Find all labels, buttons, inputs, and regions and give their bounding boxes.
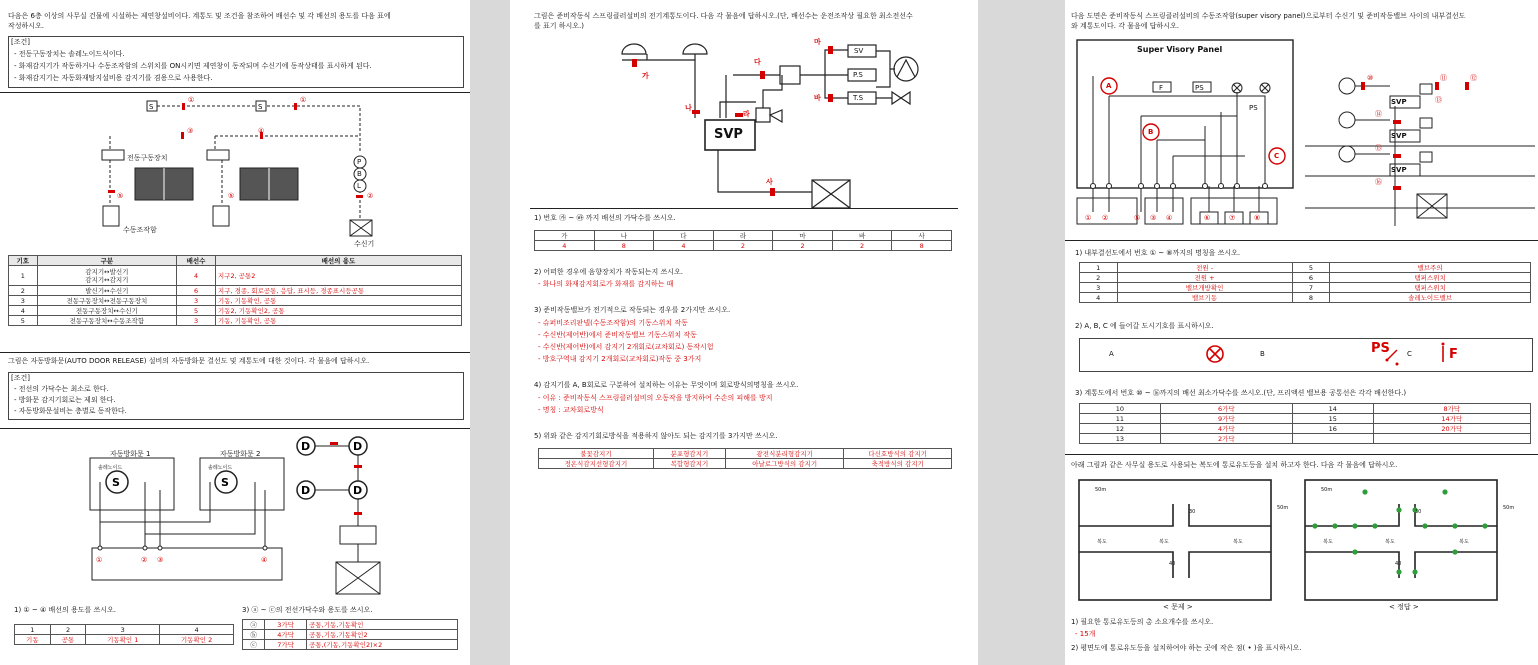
riser-16: ⑯ xyxy=(1375,178,1382,186)
ps-symbol: PS xyxy=(1371,341,1390,356)
divider xyxy=(0,352,470,353)
intro-line-2: 작성하시오. xyxy=(8,22,45,30)
mark-4: ④ xyxy=(258,127,265,135)
question-1: 1) ① ~ ④ 배선의 용도를 쓰시오. xyxy=(14,606,117,614)
divider xyxy=(530,208,958,209)
svg-text:D: D xyxy=(301,440,311,453)
divider xyxy=(1065,454,1538,455)
manual-label: 수동조작함 xyxy=(123,226,157,234)
svp-wiring-diagram xyxy=(1065,36,1538,232)
motor-label: 전동구동장치 xyxy=(127,154,168,162)
p2-answer-4b: - 명칭 : 교차회로방식 xyxy=(538,406,604,414)
p2-question-1: 1) 번호 ㉮ ~ ㉳ 까지 배선의 가닥수를 쓰시오. xyxy=(534,214,676,222)
plan-dim-50: 50m xyxy=(1095,487,1107,493)
pbl-b: B xyxy=(357,170,362,178)
motor-unit xyxy=(207,150,229,160)
p3-question-4: 1) 필요한 통로유도등의 총 소요개수를 쓰시오. xyxy=(1071,618,1214,626)
mark-5: ⑤ xyxy=(117,192,124,200)
f-symbol: F xyxy=(1449,347,1458,362)
mark-ma: 마 xyxy=(814,38,821,46)
p3-intro-1: 다음 도면은 준비작동식 스프링클러설비의 수동조작함(super visory panel)으로부터 수신기 및 준비작동밸브 사이의 내부결선도 xyxy=(1071,12,1466,20)
p2-answer-3a: - 슈퍼비조리판넬(수동조작함)의 기동스위치 작동 xyxy=(538,319,688,327)
condition-title-2: [조건] xyxy=(11,374,30,382)
door-mark-1: ① xyxy=(96,556,103,564)
sol-label: 솔레노이드 xyxy=(98,465,123,471)
mark-1b: ① xyxy=(300,96,307,104)
hall-2: 복도 xyxy=(1159,539,1169,545)
motor-unit xyxy=(102,150,124,160)
riser-13: ⑬ xyxy=(1435,96,1442,104)
inner-ps-2: PS xyxy=(1249,104,1258,112)
panel-title: Super Visory Panel xyxy=(1137,45,1223,54)
svg-text:D: D xyxy=(353,484,363,497)
p3-question-1: 1) 내부결선도에서 번호 ① ~ ⑧까지의 명칭을 쓰시오. xyxy=(1075,249,1241,257)
condition2-1: - 전선의 가닥수는 최소로 한다. xyxy=(14,385,109,393)
mark-na: 나 xyxy=(685,104,692,112)
page-2 xyxy=(510,0,978,665)
num-2: ② xyxy=(1102,214,1109,222)
manual-box-icon xyxy=(213,206,229,226)
num-1: ① xyxy=(1085,214,1092,222)
riser-14: ⑭ xyxy=(1375,110,1382,118)
intro-2: 그림은 자동방화문(AUTO DOOR RELEASE) 설비의 자동방화문 결선도 및 계통도에 대한 것이다. 각 물음에 답하시오. xyxy=(8,357,370,365)
hall-6: 복도 xyxy=(1459,539,1469,545)
p3-question-3: 3) 계통도에서 번호 ⑩ ~ ⑯까지의 배선 최소가닥수를 쓰시오.(단, 프리액션 밸브용 공통선은 각각 배선한다.) xyxy=(1075,389,1407,397)
ps-label: P.S xyxy=(853,71,863,79)
question-3: 3) ⓐ ~ ⓒ의 전선가닥수와 용도를 쓰시오. xyxy=(242,606,373,614)
svg-text:D: D xyxy=(301,484,311,497)
p2-intro-1: 그림은 준비작동식 스프링클러설비의 전기계통도이다. 다음 각 물음에 답하시오.(단, 배선수는 운전조작상 필요한 최소전선수 xyxy=(534,12,913,20)
mark-3: ③ xyxy=(187,127,194,135)
preaction-diagram xyxy=(510,30,978,210)
p2-question-5: 5) 위와 같은 감지기회로방식을 적용하지 않아도 되는 감지기를 3가지만 쓰시오. xyxy=(534,432,778,440)
svg-text:S: S xyxy=(112,476,120,489)
hall-3: 복도 xyxy=(1233,539,1243,545)
p3-intro-3: 아래 그림과 같은 사무실 용도로 사용되는 복도에 통로유도등을 설치 하고자 한다. 다음 각 물음에 답하시오. xyxy=(1071,461,1398,469)
door-wire-count-table: ⓐ 3가닥 공통,기동,기동확인 ⓑ 4가닥 공통,기동,기동확인2 ⓒ 7가닥 공통,(기동,기동확인2)×2 xyxy=(242,619,458,650)
mark-5b: ⑤ xyxy=(228,192,235,200)
p2-answer-2: - 화나의 화재감지회로가 화재를 감지하는 때 xyxy=(538,280,674,288)
receiver-label: 수신기 xyxy=(354,240,375,248)
plan-dim-30: 30 xyxy=(1189,509,1196,515)
p2-question-4: 4) 감지기를 A, B회로로 구분하여 설치하는 이유는 무엇이며 회로방식의명칭을 쓰시오. xyxy=(534,381,799,389)
condition-3: - 화재감지기는 자동화재탐지설비용 감지기를 겸용으로 사용한다. xyxy=(14,74,213,82)
plan-dim-side: 50m xyxy=(1277,505,1289,511)
p2-question-3: 3) 준비작동밸브가 전기적으로 작동되는 경우를 2가지만 쓰시오. xyxy=(534,306,731,314)
p2-answer-3b: - 수신반(제어반)에서 준비작동밸브 기동스위치 작동 xyxy=(538,331,697,339)
svg-text:S: S xyxy=(221,476,229,489)
plan-dim-40b: 40 xyxy=(1395,561,1402,567)
manual-box-icon xyxy=(103,206,119,226)
svp-3: SVP xyxy=(1391,166,1407,174)
wire-table-1: 기호 구분 배선수 배선의 용도 1 감지기↔발신기 감지기↔감지기 4 지구2, 공통2 2 발신기↔수신기 6 지구, 경종, 회로공통, 응답, 표시등, 경종표시등공통 3 전동구동장치↔전동구동장치 3 기동, 기동확인, 공통 4 전동구동장치↔수신기 5 기동2, 기동확인2, 공통 5 전동구동장치↔수동조작함 3 기동, 기동확인, 공통 xyxy=(8,255,462,326)
riser-10: ⑩ xyxy=(1367,74,1374,82)
svp-2: SVP xyxy=(1391,132,1407,140)
sv-label: SV xyxy=(854,47,864,55)
hall-4: 복도 xyxy=(1323,539,1333,545)
plan-dim-30b: 30 xyxy=(1415,509,1422,515)
divider xyxy=(0,428,470,429)
mark-2: ② xyxy=(367,192,374,200)
plan-dim-50b: 50m xyxy=(1321,487,1333,493)
door2-label: 자동방화문 2 xyxy=(220,450,261,458)
svp-label: SVP xyxy=(714,127,743,142)
sol-label-2: 솔레노이드 xyxy=(208,465,233,471)
divider xyxy=(1065,240,1538,241)
page-1 xyxy=(0,0,470,665)
p3-question-5: 2) 평면도에 통로유도등을 설치하여야 하는 곳에 작은 점( • )을 표시하시오. xyxy=(1071,644,1302,652)
riser-15: ⑮ xyxy=(1375,144,1382,152)
door-mark-3: ③ xyxy=(157,556,164,564)
p3-intro-2: 와 계통도이다. 각 물음에 답하시오. xyxy=(1071,22,1180,30)
num-7: ⑦ xyxy=(1229,214,1236,222)
caption-answer: < 정답 > xyxy=(1389,603,1419,611)
pbl-p: P xyxy=(357,158,362,166)
p2-answer-3d: - 방호구역내 감지기 2개회로(교차회로)작동 중 3가지 xyxy=(538,355,702,363)
condition-1: - 전동구동장치는 솔레노이드식이다. xyxy=(14,50,125,58)
mark-da: 다 xyxy=(754,58,761,66)
condition2-2: - 방화문 감지기회로는 제외 한다. xyxy=(14,396,116,404)
pbl-l: L xyxy=(357,182,361,190)
svg-text:D: D xyxy=(353,440,363,453)
symbol-label-a: A xyxy=(1109,350,1114,358)
door-mark-4: ④ xyxy=(261,556,268,564)
riser-11: ⑪ xyxy=(1440,74,1447,82)
condition2-3: - 자동방화문설비는 층별로 동작한다. xyxy=(14,407,127,415)
symbol-label-b: B xyxy=(1260,350,1265,358)
terminal-name-table: 1 전원 - 5 밸브주의 2 전원 + 6 탬퍼스위치 3 밸브개방확인 7 탬퍼스위치 4 밸브기동 8 솔레노이드밸브 xyxy=(1079,262,1531,303)
p3-question-2: 2) A, B, C 에 들어갈 도시기호를 표시하시오. xyxy=(1075,322,1214,330)
mark-sa: 사 xyxy=(766,178,773,186)
condition-title: [조건] xyxy=(11,38,30,46)
mark-ra: 라 xyxy=(743,110,750,118)
plan-dim-40: 40 xyxy=(1169,561,1176,567)
num-6: ⑥ xyxy=(1204,214,1211,222)
p2-intro-2: 를 표기 하시오.) xyxy=(534,22,584,30)
condition-2: - 화재감지기가 작동하거나 수동조작함의 스위치를 ON시키면 제연창이 동작되며 수신기에 동작상태를 표시하게 된다. xyxy=(14,62,372,70)
detector-table: 불꽃감지기 분포형감지기 광전식분리형감지기 다신호방식의 감지기 정온식감지선형감지기 복합형감지기 아날로그방식의 감지기 축적방식의 감지기 xyxy=(538,448,952,469)
caption-question: < 문제 > xyxy=(1163,603,1193,611)
num-5: ⑤ xyxy=(1134,214,1141,222)
panel-mark-b: B xyxy=(1148,128,1154,136)
symbol-label-c: C xyxy=(1407,350,1412,358)
svp-1: SVP xyxy=(1391,98,1407,106)
num-4: ④ xyxy=(1166,214,1173,222)
p2-answer-3c: - 수신반(제어반)에서 감지기 2개회로(교차회로) 동작시험 xyxy=(538,343,714,351)
inner-f: F xyxy=(1159,84,1164,92)
p3-answer-4: - 15개 xyxy=(1075,630,1096,638)
p2-answer-4a: - 이유 : 준비작동식 스프링클러설비의 오동작을 방지하여 수손의 피해를 방지 xyxy=(538,394,773,402)
mark-ga: 가 xyxy=(642,72,649,80)
door1-label: 자동방화문 1 xyxy=(110,450,151,458)
door-mark-2: ② xyxy=(141,556,148,564)
hall-5: 복도 xyxy=(1385,539,1395,545)
smoke-window-diagram xyxy=(0,92,470,252)
symbol-answers xyxy=(1175,340,1475,370)
num-8: ⑧ xyxy=(1254,214,1261,222)
panel-mark-c: C xyxy=(1274,152,1280,160)
page-3 xyxy=(1065,0,1538,665)
mark-ba: 바 xyxy=(814,94,821,102)
wire-count-table: 가 나 다 라 마 바 사 4 8 4 2 2 2 8 xyxy=(534,230,952,251)
door-wire-table: 1 2 3 4 기동 공통 기동확인 1 기동확인 2 xyxy=(14,624,234,645)
ts-label: T.S xyxy=(853,94,864,102)
mark-1: ① xyxy=(188,96,195,104)
riser-12: ⑫ xyxy=(1470,74,1477,82)
inner-ps: PS xyxy=(1195,84,1204,92)
intro-line-1: 다음은 6층 이상의 사무실 건물에 시설하는 제연창설비이다. 계통도 및 조건을 참조하여 배선수 및 각 배선의 용도를 다음 표에 xyxy=(8,12,391,20)
num-3: ③ xyxy=(1150,214,1157,222)
hall-1: 복도 xyxy=(1097,539,1107,545)
p2-question-2: 2) 어떠한 경우에 음향장치가 작동되는지 쓰시오. xyxy=(534,268,684,276)
plan-dim-side-b: 50m xyxy=(1503,505,1515,511)
panel-mark-a: A xyxy=(1106,82,1112,90)
riser-wire-table: 10 6가닥 14 8가닥 11 9가닥 15 14가닥 12 4가닥 16 20가닥 13 2가닥 xyxy=(1079,403,1531,444)
smoke-detector-icon: S xyxy=(258,103,263,111)
smoke-detector-icon: S xyxy=(149,103,154,111)
